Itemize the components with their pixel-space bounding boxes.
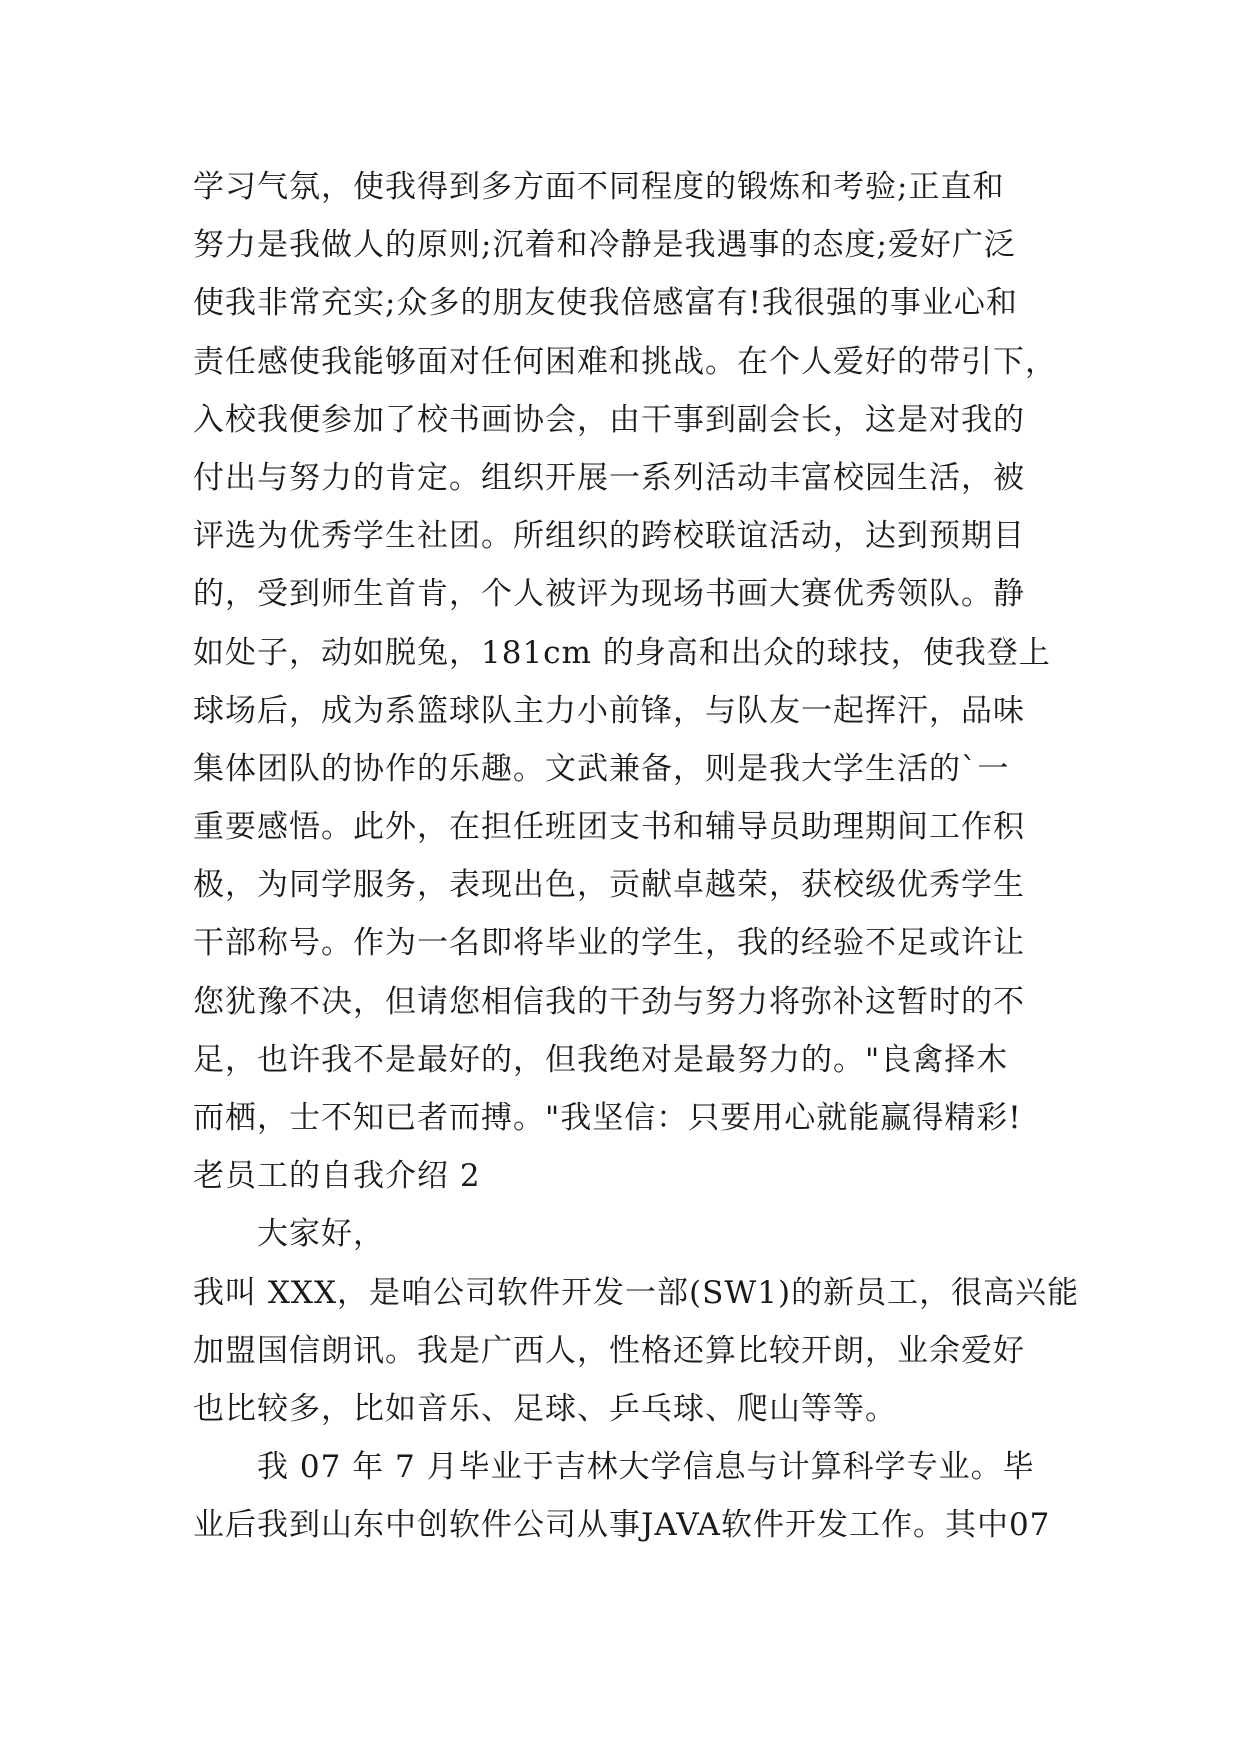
text-line: 极，为同学服务，表现出色，贡献卓越荣，获校级优秀学生 <box>193 867 1025 904</box>
text-line: 重要感悟。此外，在担任班团支书和辅导员助理期间工作积 <box>193 809 1025 846</box>
paragraph-2-line: 业后我到山东中创软件公司从事JAVA软件开发工作。其中07 <box>193 1507 1051 1544</box>
text-line: 的，受到师生首肯，个人被评为现场书画大赛优秀领队。静 <box>193 576 1025 613</box>
text-line: 努力是我做人的原则;沉着和冷静是我遇事的态度;爱好广泛 <box>193 227 1016 264</box>
text-line: 使我非常充实;众多的朋友使我倍感富有!我很强的事业心和 <box>193 285 1018 322</box>
paragraph-1-line: 也比较多，比如音乐、足球、乒乓球、爬山等等。 <box>193 1390 897 1427</box>
text-line: 球场后，成为系篮球队主力小前锋，与队友一起挥汗，品味 <box>193 692 1025 729</box>
greeting: 大家好， <box>257 1216 385 1253</box>
paragraph-2-line: 我 07 年 7 月毕业于吉林大学信息与计算科学专业。毕 <box>257 1449 1035 1486</box>
document-body <box>193 158 1080 1555</box>
text-line: 入校我便参加了校书画协会，由干事到副会长，这是对我的 <box>193 401 1025 438</box>
text-line: 付出与努力的肯定。组织开展一系列活动丰富校园生活，被 <box>193 459 1025 496</box>
text-line: 干部称号。作为一名即将毕业的学生，我的经验不足或许让 <box>193 925 1025 962</box>
paragraph-1-line: 加盟国信朗讯。我是广西人，性格还算比较开朗，业余爱好 <box>193 1332 1025 1369</box>
text-line: 而栖，士不知已者而搏。"我坚信：只要用心就能赢得精彩! <box>193 1100 1022 1136</box>
text-line: 学习气氛，使我得到多方面不同程度的锻炼和考验;正直和 <box>193 169 1005 205</box>
text-line: 如处子，动如脱兔，181cm 的身高和出众的球技，使我登上 <box>193 634 1051 671</box>
text-line: 集体团队的协作的乐趣。文武兼备，则是我大学生活的`一 <box>193 750 1010 787</box>
text-line: 足，也许我不是最好的，但我绝对是最努力的。"良禽择木 <box>193 1041 1009 1078</box>
text-line: 您犹豫不决，但请您相信我的干劲与努力将弥补这暂时的不 <box>193 983 1025 1020</box>
text-line: 评选为优秀学生社团。所组织的跨校联谊活动，达到预期目 <box>193 518 1025 555</box>
section-title: 老员工的自我介绍 2 <box>193 1158 481 1195</box>
text-line: 责任感使我能够面对任何困难和挑战。在个人爱好的带引下， <box>193 343 1057 380</box>
paragraph-1-line: 我叫 XXX，是咱公司软件开发一部(SW1)的新员工，很高兴能 <box>193 1274 1080 1311</box>
